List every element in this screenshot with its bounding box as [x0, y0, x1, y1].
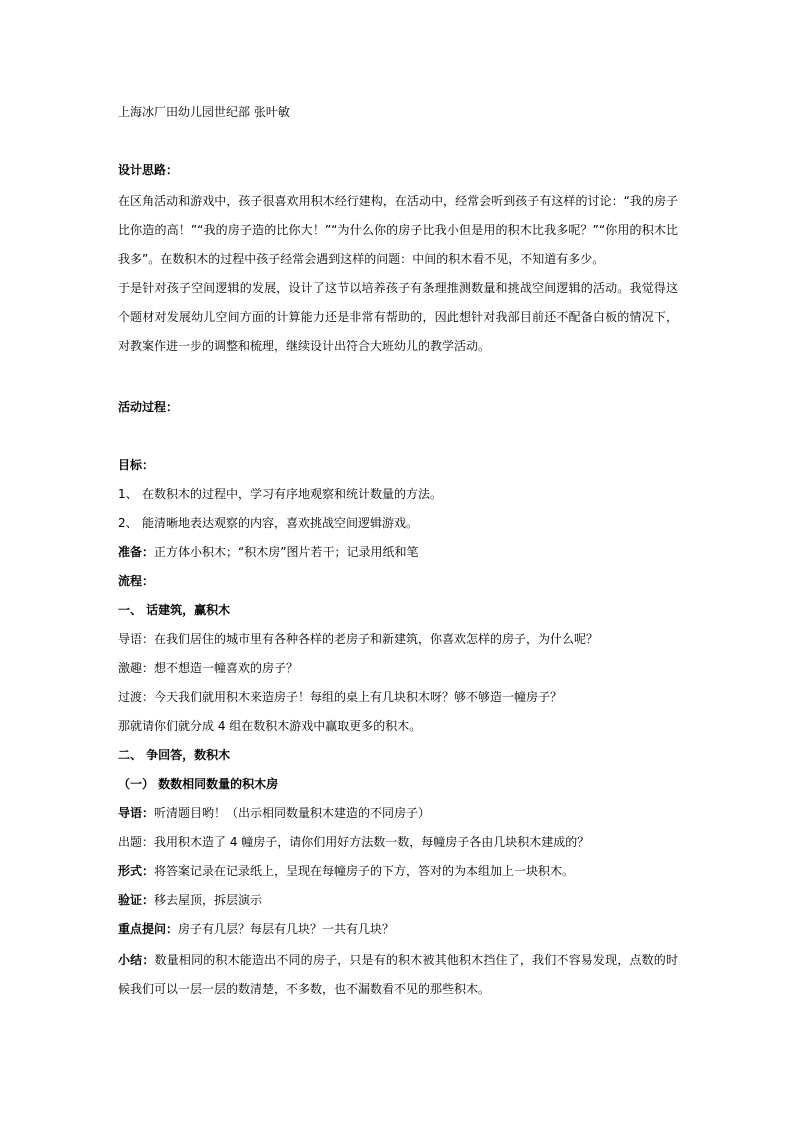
goal-text: 在数积木的过程中，学习有序地观察和统计数量的方法。 — [142, 487, 443, 501]
section-2-item — [118, 801, 678, 825]
section-1-line: 那就请你们就分成 4 组在数积木游戏中赢取更多的积木。 — [118, 719, 422, 733]
author-line: 上海冰厂田幼儿园世纪部 张叶敏 — [118, 105, 290, 119]
item-text: 出题：我用积木造了 4 幢房子，请你们用好方法数一数，每幢房子各由几块积木建成的？ — [118, 835, 590, 849]
item-label: 重点提问： — [118, 922, 179, 936]
section-2-title: 二、 争回答，数积木 — [118, 748, 231, 762]
goal-number: 1、 — [118, 487, 138, 501]
flow-heading: 流程： — [118, 574, 155, 588]
design-paragraph-1: 在区角活动和游戏中，孩子很喜欢用积木经行建构，在活动中，经常会听到孩子有这样的讨论：“我的房子比你造的高！”“我的房子造的比你大！”“为什么你的房子比我小但是用的积木比我多呢？”“你用的积木比我多”。在数积木的过程中孩子经常会遇到这样的问题：中间的积木看不见，不知道有多少。 — [118, 194, 678, 266]
section-1-line: 激趣：想不想造一幢喜欢的房子？ — [118, 661, 299, 675]
design-heading: 设计思路： — [118, 163, 179, 177]
item-label: 形式： — [118, 864, 155, 878]
document-body — [118, 100, 678, 1004]
goal-item-2 — [118, 511, 678, 535]
goal-number: 2、 — [118, 516, 138, 530]
section-2-item — [118, 859, 678, 883]
prep-label: 准备： — [118, 545, 155, 559]
goals-heading: 目标： — [118, 458, 155, 472]
item-text: 房子有几层？每层有几块？一共有几块？ — [178, 922, 395, 936]
section-1-line: 过渡：今天我们就用积木来造房子！每组的桌上有几块积木呀？够不够造一幢房子？ — [118, 690, 563, 704]
prep-line — [118, 540, 678, 564]
item-text: 移去屋顶，拆层演示 — [154, 893, 263, 907]
item-label: 导语： — [118, 806, 155, 820]
section-2-item — [118, 888, 678, 912]
item-text: 听清题目哟！（出示相同数量积木建造的不同房子） — [154, 806, 431, 820]
section-2-item — [118, 830, 678, 854]
section-2-subtitle: （一） 数数相同数量的积木房 — [118, 777, 279, 791]
section-1-title: 一、 话建筑，赢积木 — [118, 603, 231, 617]
process-heading: 活动过程： — [118, 400, 179, 414]
section-2-item — [118, 917, 678, 941]
prep-text: 正方体小积木；“积木房”图片若干；记录用纸和笔 — [154, 545, 419, 559]
section-2-item — [118, 946, 678, 1004]
goal-item-1 — [118, 482, 678, 506]
item-text: 将答案记录在记录纸上，呈现在每幢房子的下方，答对的为本组加上一块积木。 — [154, 864, 575, 878]
item-label: 验证： — [118, 893, 155, 907]
item-text: 数量相同的积木能造出不同的房子，只是有的积木被其他积木挡住了，我们不容易发现，点数的时候我们可以一层一层的数清楚，不多数，也不漏数看不见的那些积木。 — [118, 953, 678, 996]
section-1-line: 导语：在我们居住的城市里有各种各样的老房子和新建筑，你喜欢怎样的房子，为什么呢？ — [118, 632, 599, 646]
design-paragraph-2: 于是针对孩子空间逻辑的发展，设计了这节以培养孩子有条理推测数量和挑战空间逻辑的活动。我觉得这个题材对发展幼儿空间方面的计算能力还是非常有帮助的，因此想针对我部目前还不配备白板的情况下，对教案作进一步的调整和梳理，继续设计出符合大班幼儿的教学活动。 — [118, 281, 678, 353]
goal-text: 能清晰地表达观察的内容，喜欢挑战空间逻辑游戏。 — [142, 516, 419, 530]
item-label: 小结： — [118, 953, 155, 967]
